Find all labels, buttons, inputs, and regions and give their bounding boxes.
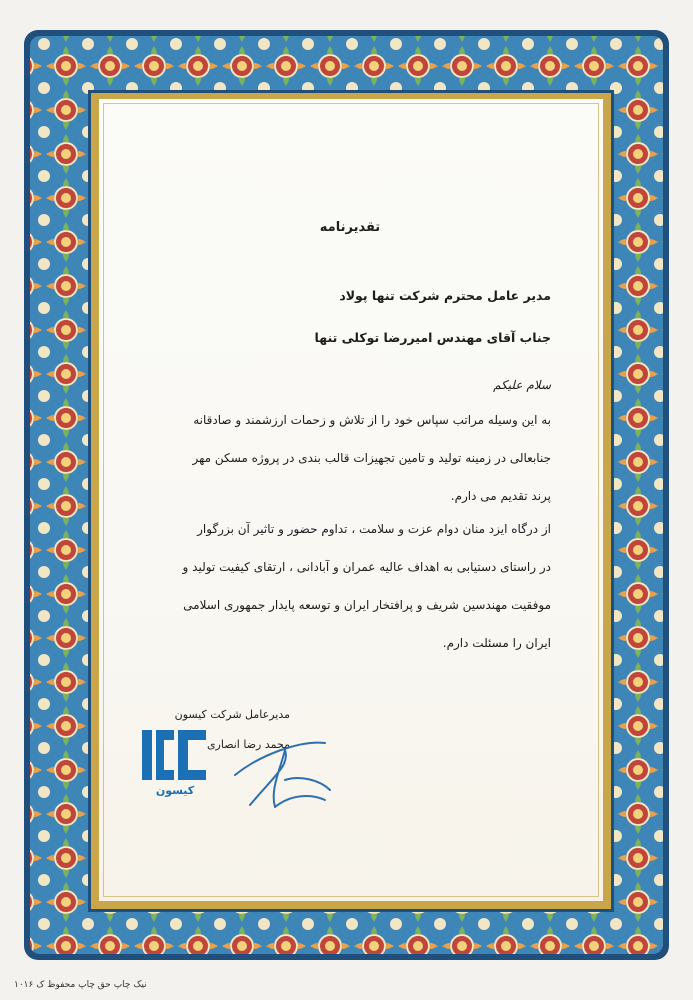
body-line-6: موفقیت مهندسین شریف و پرافتخار ایران و توسعه پایدار جمهوری اسلامی — [183, 598, 551, 612]
body-line-5: در راستای دستیابی به اهداف عالیه عمران و آبادانی ، ارتقای کیفیت تولید و — [182, 560, 551, 574]
recipient-line-2: جناب آقای مهندس امیررضا توکلی تنها — [314, 330, 551, 345]
certificate-title: تقدیرنامه — [319, 220, 381, 235]
signer-title: مدیرعامل شرکت کیسون — [174, 708, 290, 721]
kcc-logo — [140, 728, 210, 798]
signer-name: محمد رضا انصاری — [206, 738, 290, 751]
recipient-line-1: مدیر عامل محترم شرکت تنها پولاد — [339, 288, 551, 303]
body-line-3: پرند تقدیم می دارم. — [450, 489, 551, 503]
logo-caption: کیسون — [155, 784, 195, 797]
body-line-1: به این وسیله مراتب سپاس خود را از تلاش و زحمات ارزشمند و صادقانه — [193, 413, 551, 427]
body-line-4: از درگاه ایزد منان دوام عزت و سلامت ، تداوم حضور و تاثیر آن بزرگوار — [197, 522, 551, 536]
body-line-7: ایران را مسئلت دارم. — [442, 636, 551, 650]
handwritten-signature — [230, 735, 340, 815]
body-line-2: جنابعالی در زمینه تولید و تامین تجهیزات قالب بندی در پروژه مسکن مهر — [192, 451, 551, 465]
print-footer: نیک چاپ حق چاپ محفوظ ک ۱۰۱۶ — [14, 980, 147, 990]
greeting: سلام علیکم — [493, 378, 551, 392]
